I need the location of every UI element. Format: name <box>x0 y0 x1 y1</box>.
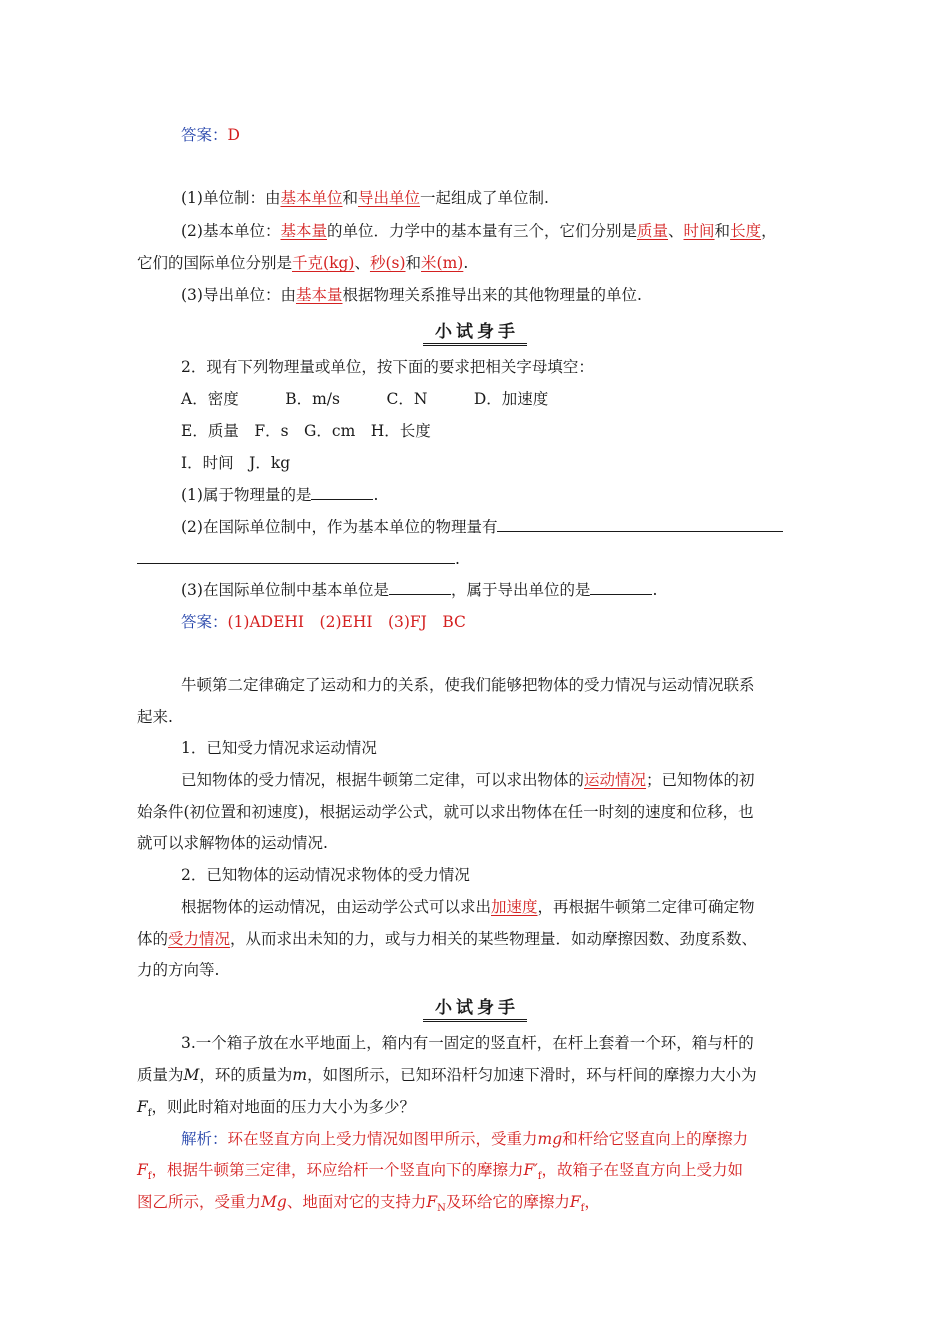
subscript: N <box>437 1203 446 1215</box>
unit-system-line-1 <box>181 188 549 208</box>
text: 它们的国际单位分别是 <box>137 254 293 272</box>
text: 、地面对它的支持力 <box>286 1193 427 1211</box>
question-2-options-1: A．密度 B．m/s C．N D．加速度 <box>181 390 549 408</box>
unit-system-line-4 <box>181 285 642 305</box>
text: (1)属于物理量的是 <box>181 486 312 504</box>
question-2-sub-3 <box>181 580 657 600</box>
text: 及环给它的摩擦力 <box>445 1193 570 1211</box>
text: 根据物体的运动情况，由运动学公式可以求出 <box>181 898 492 916</box>
question-2-sub-2 <box>181 517 783 537</box>
newton-subheading-1: 1．已知受力情况求运动情况 <box>181 739 377 757</box>
answer-line <box>181 125 240 145</box>
text: (2)在国际单位制中，作为基本单位的物理量有 <box>181 518 498 536</box>
fill-blank-answer: 导出单位 <box>358 189 421 207</box>
answer-blank <box>389 580 451 595</box>
fill-blank-answer: 基本量 <box>295 286 343 304</box>
newton-para-2c: 就可以求解物体的运动情况. <box>137 834 328 852</box>
fill-blank-answer: 基本单位 <box>280 189 343 207</box>
section-heading <box>0 317 950 346</box>
fill-blank-answer: 千克(kg) <box>292 254 355 272</box>
text: 和 <box>342 189 358 207</box>
text: 的单位．力学中的基本量有三个，它们分别是 <box>326 222 637 240</box>
text: 和杆给它竖直向上的摩擦力 <box>562 1130 749 1148</box>
variable: M <box>183 1066 200 1084</box>
text: 环在竖直方向上受力情况如图甲所示，受重力 <box>227 1130 538 1148</box>
text: ，再根据牛顿第二定律可确定物 <box>537 898 755 916</box>
newton-para-1b: 起来. <box>137 708 173 726</box>
fill-blank-answer: 运动情况 <box>584 771 647 789</box>
fill-blank-answer: 长度 <box>730 222 762 240</box>
fill-blank-answer: 受力情况 <box>168 930 231 948</box>
question-2-sub-2-cont <box>137 549 460 569</box>
text: (2)基本单位： <box>181 222 281 240</box>
fill-blank-answer: 加速度 <box>491 898 538 916</box>
question-3-line-3 <box>137 1097 415 1124</box>
newton-para-3c: 力的方向等. <box>137 961 220 979</box>
subscript: f <box>537 1171 542 1183</box>
fill-blank-answer: 基本量 <box>280 222 327 240</box>
text: ，则此时箱对地面的压力大小为多少？ <box>151 1098 415 1116</box>
text: 质量为 <box>137 1066 184 1084</box>
variable: F <box>426 1193 438 1211</box>
fill-blank-answer: 质量 <box>637 222 669 240</box>
subscript: f <box>580 1203 585 1215</box>
answer-blank <box>497 517 783 532</box>
question-2-sub-1 <box>181 485 378 505</box>
subscript: f <box>147 1171 152 1183</box>
subscript: f <box>147 1108 152 1120</box>
newton-para-2b: 始条件(初位置和初速度)，根据运动学公式，就可以求出物体在任一时刻的速度和位移，也 <box>137 803 754 821</box>
section-heading-text: 小试身手 <box>423 317 527 346</box>
text: (1)单位制：由 <box>181 189 281 207</box>
text: 一起组成了单位制. <box>420 189 549 207</box>
section-heading-text: 小试身手 <box>423 993 527 1022</box>
text: (3)在国际单位制中基本单位是 <box>181 581 389 599</box>
question-2-options-3: I．时间 J．kg <box>181 454 291 472</box>
text: ，故箱子在竖直方向上受力如 <box>541 1161 743 1179</box>
text: . <box>455 550 460 568</box>
fill-blank-answer: 秒(s) <box>369 254 406 272</box>
text: 根据物理关系推导出来的其他物理量的单位. <box>342 286 642 304</box>
text: 、 <box>668 222 684 240</box>
newton-para-3b <box>137 929 757 949</box>
solution-label: 解析： <box>181 1130 228 1148</box>
question-2-stem: 2．现有下列物理量或单位，按下面的要求把相关字母填空： <box>181 358 594 376</box>
variable: F <box>137 1098 148 1116</box>
answer-blank <box>311 485 373 500</box>
text: . <box>373 486 379 504</box>
solution-line-2 <box>137 1160 743 1187</box>
answer-label: 答案： <box>181 613 228 631</box>
question-2-options-2: E．质量 F．s G．cm H．长度 <box>181 422 431 440</box>
solution-line-3 <box>137 1192 600 1219</box>
unit-system-line-2 <box>181 221 777 241</box>
fill-blank-answer: 时间 <box>683 222 715 240</box>
newton-para-2a <box>181 770 755 790</box>
answer-label: 答案： <box>181 126 228 144</box>
answer-value: (1)ADEHI (2)EHI (3)FJ BC <box>227 613 466 631</box>
answer-blank <box>590 580 652 595</box>
answer-value: D <box>227 126 240 144</box>
variable: F <box>569 1193 581 1211</box>
question-3-line-2 <box>137 1065 757 1085</box>
newton-subheading-2: 2．已知物体的运动情况求物体的受力情况 <box>181 866 470 884</box>
text: 体的 <box>137 930 169 948</box>
text: ， <box>584 1193 600 1211</box>
newton-para-1a: 牛顿第二定律确定了运动和力的关系，使我们能够把物体的受力情况与运动情况联系 <box>181 676 755 694</box>
text: . <box>652 581 658 599</box>
variable: mg <box>537 1130 563 1148</box>
text: ，如图所示，已知环沿杆匀加速下滑时，环与杆间的摩擦力大小为 <box>307 1066 757 1084</box>
variable: F <box>137 1161 148 1179</box>
unit-system-line-3 <box>137 253 468 273</box>
text: 和 <box>714 222 731 240</box>
variable: m <box>292 1066 308 1084</box>
fill-blank-answer: 米(m) <box>421 254 464 272</box>
text: 已知物体的受力情况，根据牛顿第二定律，可以求出物体的 <box>181 771 585 789</box>
text: ， <box>761 222 777 240</box>
newton-para-3a <box>181 897 755 917</box>
solution-line-1 <box>181 1129 748 1149</box>
text: 和 <box>405 254 422 272</box>
text: 图乙所示，受重力 <box>137 1193 262 1211</box>
variable: F′ <box>523 1161 538 1179</box>
answer-blank <box>137 549 455 564</box>
text: ，环的质量为 <box>199 1066 293 1084</box>
text: (3)导出单位：由 <box>181 286 296 304</box>
question-2-answer <box>181 612 466 632</box>
question-3-line-1: 3.一个箱子放在水平地面上，箱内有一固定的竖直杆，在杆上套着一个环，箱与杆的 <box>181 1034 754 1052</box>
section-heading <box>0 993 950 1022</box>
text: 、 <box>354 254 370 272</box>
text: ，从而求出未知的力，或与力相关的某些物理量．如动摩擦因数、劲度系数、 <box>230 930 758 948</box>
text: ，属于导出单位的是 <box>450 581 591 599</box>
text: . <box>463 254 469 272</box>
text: ，根据牛顿第三定律，环应给杆一个竖直向下的摩擦力 <box>151 1161 524 1179</box>
text: ；已知物体的初 <box>646 771 755 789</box>
variable: Mg <box>261 1193 287 1211</box>
